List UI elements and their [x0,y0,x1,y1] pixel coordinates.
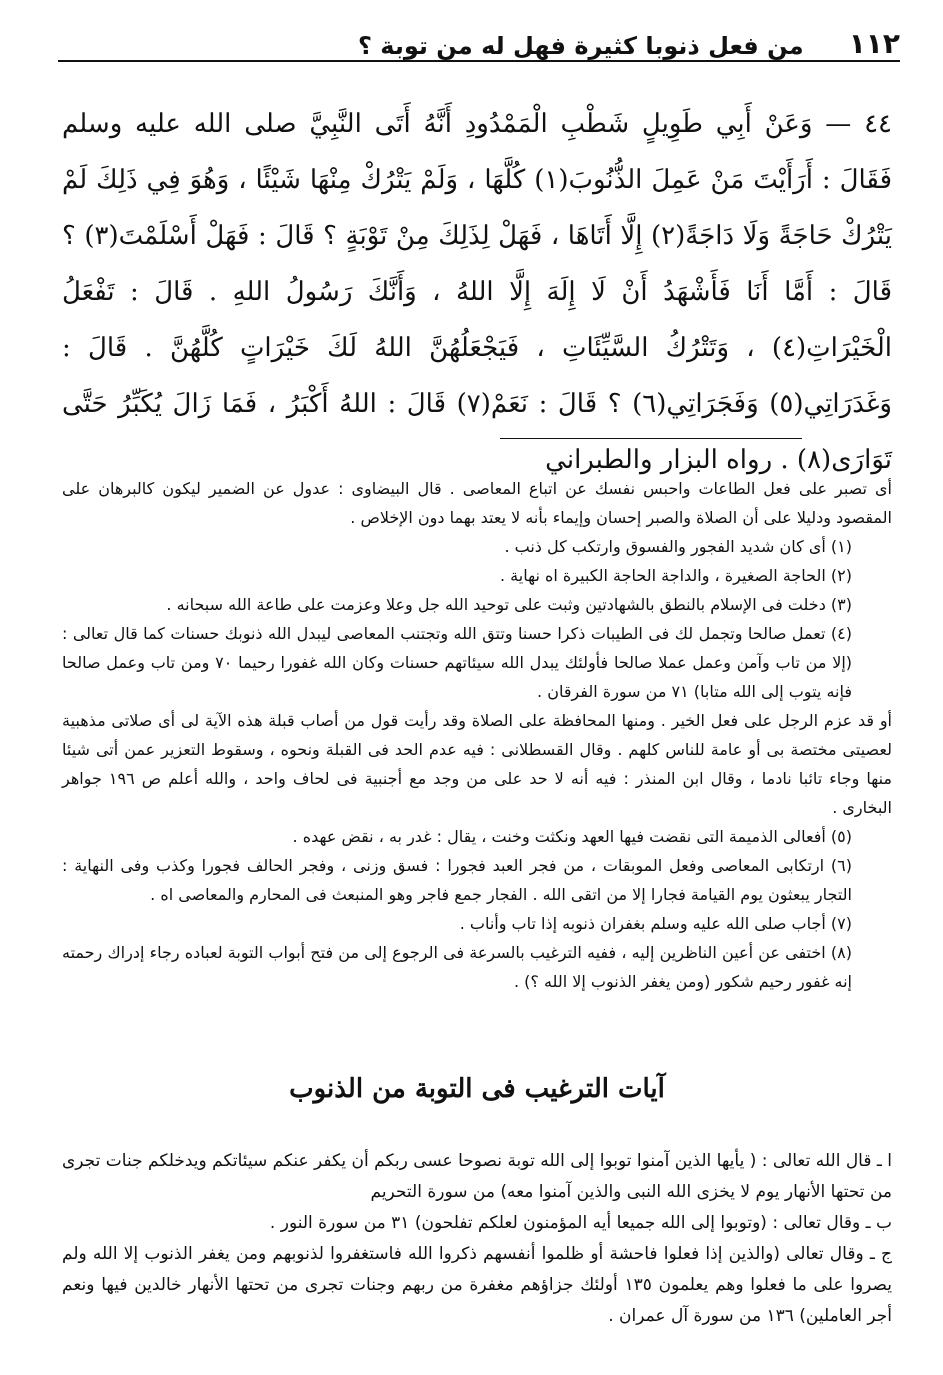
verse-item-a: ا ـ قال الله تعالى : ( يأيها الذين آمنوا توبوا إلى الله توبة نصوحا عسى ربكم أن يكفر عنكم سيئاتكم ويدخلكم جنات تجرى من تحتها الأنهار يوم لا يخزى الله النبى والذين آمنوا معه) من سورة التحريم [62,1151,892,1202]
hadith-block [62,96,892,488]
footnote-commentary: أو قد عزم الرجل على فعل الخير . ومنها المحافظة على الصلاة وقد رأيت قول من أصاب قبلة هذه الآية لى أى صلاتى مذهبية لعصيتى مختصة بى أو عامة للناس كلهم . وقال القسطلانى : فيه عدم الحد فى القبلة ونحوه ، وسقوط التعزير عمن أتى شيئا منها وجاء تائبا نادما ، وقال ابن المنذر : فيه أنه لا حد على من وجد مع أجنبية فى لحاف واحد ، والله أعلم ص ١٩٦ جواهر البخارى . [62,711,892,817]
footnote-continuation: أى تصبر على فعل الطاعات واحبس نفسك عن اتباع المعاصى . قال البيضاوى : عدول عن الضمير ليكون كالبرهان على المقصود ودليلا على أن الصلاة والصبر إحسان وإيماء بأنه لا يعتد بهما دون الإخلاص . [62,479,892,527]
verses-list [62,1146,892,1332]
header-rule [58,60,900,62]
verse-item-b: ب ـ وقال تعالى : (وتوبوا إلى الله جميعا أيه المؤمنون لعلكم تفلحون) ٣١ من سورة النور . [269,1213,892,1233]
page-header [58,14,900,60]
footnote-2: (٢) الحاجة الصغيرة ، والداجة الحاجة الكبيرة اه نهاية . [500,566,852,585]
running-title: من فعل ذنوبا كثيرة فهل له من توبة ؟ [358,32,804,60]
footnote-3: (٣) دخلت فى الإسلام بالنطق بالشهادتين وثبت على توحيد الله جل وعلا وعزمت على طاعة الله سبحانه . [166,595,852,614]
footnote-4: (٤) تعمل صالحا وتجمل لك فى الطيبات ذكرا حسنا وتتق الله وتجتنب المعاصى ليبدل الله ذنوبك حسنات كما قال تعالى : (إلا من تاب وآمن وعمل عملا صالحا فأولئك يبدل الله سيئاتهم حسنات وكان الله غفورا رحيما ٧٠ ومن تاب وعمل صالحا فإنه يتوب إلى الله متابا) ٧١ من سورة الفرقان . [62,624,853,701]
footnote-8: (٨) اختفى عن أعين الناظرين إليه ، ففيه الترغيب بالسرعة فى الرجوع إلى من فتح أبواب التوبة لعباده رجاء إدراك رحمته إنه غفور رحيم شكور (ومن يغفر الذنوب إلا الله ؟) . [62,943,852,991]
footnote-5: (٥) أفعالى الذميمة التى نقضت فيها العهد ونكثت وخنت ، يقال : غدر به ، نقض عهده . [292,827,852,846]
page-number: ١١٢ [848,27,900,60]
footnote-1: (١) أى كان شديد الفجور والفسوق وارتكب كل ذنب . [504,537,852,556]
footnotes [62,474,892,996]
footnote-7: (٧) أجاب صلى الله عليه وسلم بغفران ذنوبه إذا تاب وأناب . [459,914,852,933]
hadith-text: ٤٤ — وَعَنْ أَبِي طَوِيلٍ شَطْبِ الْمَمْدُودِ أَنَّهُ أَتَى النَّبِيَّ صلى الله عليه وسلم فَقَالَ : أَرَأَيْتَ مَنْ عَمِلَ الذُّنُوبَ(١) كُلَّهَا ، وَلَمْ يَتْرُكْ مِنْهَا شَيْئًا ، وَهُوَ فِي ذَلِكَ لَمْ يَتْرُكْ حَاجَةً وَلَا دَاجَةً(٢) إِلَّا أَتَاهَا ، فَهَلْ لِذَلِكَ مِنْ تَوْبَةٍ ؟ قَالَ : فَهَلْ أَسْلَمْتَ(٣) ؟ قَالَ : أَمَّا أَنَا فَأَشْهَدُ أَنْ لَا إِلَهَ إِلَّا اللهُ ، وَأَنَّكَ رَسُولُ اللهِ . قَالَ : تَفْعَلُ الْخَيْرَاتِ(٤) ، وَتَتْرُكُ السَّيِّئَاتِ ، فَيَجْعَلُهُنَّ اللهُ لَكَ خَيْرَاتٍ كُلَّهُنَّ . قَالَ : وَغَدَرَاتِي(٥) وَفَجَرَاتِي(٦) ؟ قَالَ : نَعَمْ(٧) قَالَ : اللهُ أَكْبَرُ ، فَمَا زَالَ يُكَبِّرُ حَتَّى تَوَارَى(٨) . رواه البزار والطبراني [62,109,893,475]
footnote-separator [500,438,802,439]
section-title: آيات الترغيب فى التوبة من الذنوب [289,1074,665,1104]
verse-item-c: ج ـ وقال تعالى (والذين إذا فعلوا فاحشة أو ظلموا أنفسهم ذكروا الله فاستغفروا لذنوبهم ومن يغفر الذنوب إلا الله ولم يصروا على ما فعلوا وهم يعلمون ١٣٥ أولئك جزاؤهم مغفرة من ربهم وجنات تجرى من تحتها الأنهار خالدين فيها ونعم أجر العاملين) ١٣٦ من سورة آل عمران . [62,1244,893,1326]
footnote-6: (٦) ارتكابى المعاصى وفعل الموبقات ، من فجر العبد فجورا : فسق وزنى ، وفجر الحالف فجورا وكذب وفى النهاية : التجار يبعثون يوم القيامة فجارا إلا من اتقى الله . الفجار جمع فاجر وهو المنبعث فى المحارم والمعاصى اه . [62,856,852,904]
